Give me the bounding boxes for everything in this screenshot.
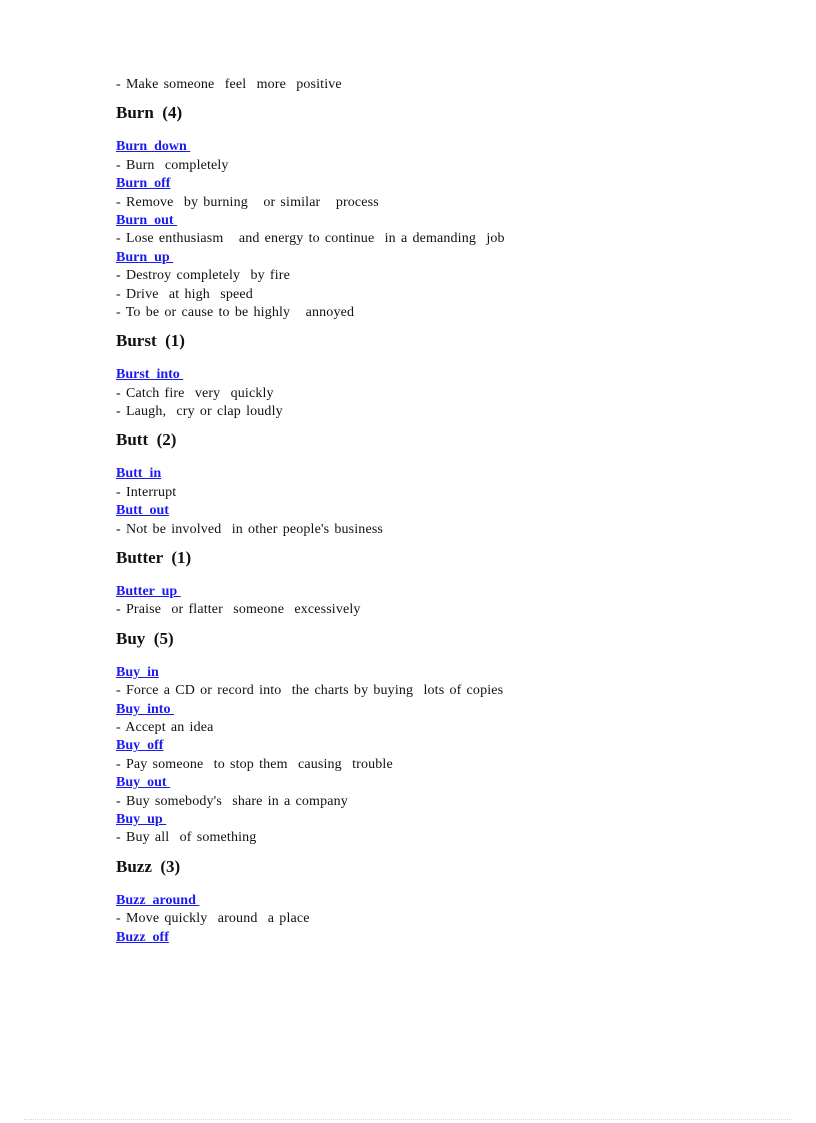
- definition-line: - Buy all of something: [116, 830, 257, 846]
- definition-line: - Buy somebody's share in a company: [116, 793, 348, 809]
- definition-line: - Pay someone to stop them causing trouble: [116, 756, 393, 772]
- definition-line: - To be or cause to be highly annoyed: [116, 304, 355, 320]
- phrasal-verb-link[interactable]: Burn out: [116, 212, 178, 228]
- phrasal-verb-link[interactable]: Buy into: [116, 701, 174, 717]
- page-bottom-divider: [24, 1119, 792, 1120]
- verb-heading: Butt (2): [116, 430, 177, 450]
- phrasal-verb-link[interactable]: Butter up: [116, 584, 181, 600]
- phrasal-verb-link[interactable]: Buzz off: [116, 929, 169, 945]
- verb-heading: Buzz (3): [116, 856, 181, 876]
- phrasal-verb-link[interactable]: Buy in: [116, 664, 159, 680]
- definition-line: - Catch fire very quickly: [116, 385, 274, 401]
- phrasal-verb-link[interactable]: Burn off: [116, 176, 171, 192]
- definition-line: - Force a CD or record into the charts by buying lots of copies: [116, 683, 504, 699]
- verb-heading: Burst (1): [116, 331, 185, 351]
- definition-line: - Lose enthusiasm and energy to continue in a demanding job: [116, 231, 505, 247]
- definition-line: - Drive at high speed: [116, 286, 253, 302]
- definition-line: - Burn completely: [116, 157, 229, 173]
- definition-line: - Laugh, cry or clap loudly: [116, 404, 283, 420]
- definition-line: - Praise or flatter someone excessively: [116, 602, 361, 618]
- verb-group: [116, 628, 776, 848]
- verb-heading: Buy (5): [116, 628, 174, 648]
- definition-line: - Accept an idea: [116, 719, 214, 735]
- phrasal-verb-link[interactable]: Buy up: [116, 811, 167, 827]
- phrasal-verb-link[interactable]: Burst into: [116, 367, 184, 383]
- document-body: [116, 76, 776, 947]
- verb-groups: [116, 102, 776, 947]
- phrasal-verb-link[interactable]: Burn up: [116, 249, 174, 265]
- definition-line: - Move quickly around a place: [116, 911, 310, 927]
- verb-heading: Burn (4): [116, 103, 183, 123]
- phrasal-verb-link[interactable]: Butt in: [116, 466, 162, 482]
- definition-line: - Not be involved in other people's business: [116, 521, 384, 537]
- verb-group: [116, 547, 776, 620]
- phrasal-verb-link[interactable]: Buy off: [116, 738, 164, 754]
- definition-line: - Remove by burning or similar process: [116, 194, 379, 210]
- intro-block: [116, 76, 776, 94]
- verb-heading: Butter (1): [116, 548, 192, 568]
- phrasal-verb-link[interactable]: Butt out: [116, 503, 169, 519]
- phrasal-verb-link[interactable]: Buy out: [116, 775, 171, 791]
- definition-line: - Destroy completely by fire: [116, 268, 290, 284]
- verb-group: [116, 330, 776, 421]
- verb-group: [116, 856, 776, 947]
- definition-line: - Interrupt: [116, 484, 177, 500]
- verb-group: [116, 429, 776, 539]
- definition-line: - Make someone feel more positive: [116, 77, 342, 92]
- phrasal-verb-link[interactable]: Buzz around: [116, 892, 200, 908]
- verb-group: [116, 102, 776, 322]
- phrasal-verb-link[interactable]: Burn down: [116, 139, 191, 155]
